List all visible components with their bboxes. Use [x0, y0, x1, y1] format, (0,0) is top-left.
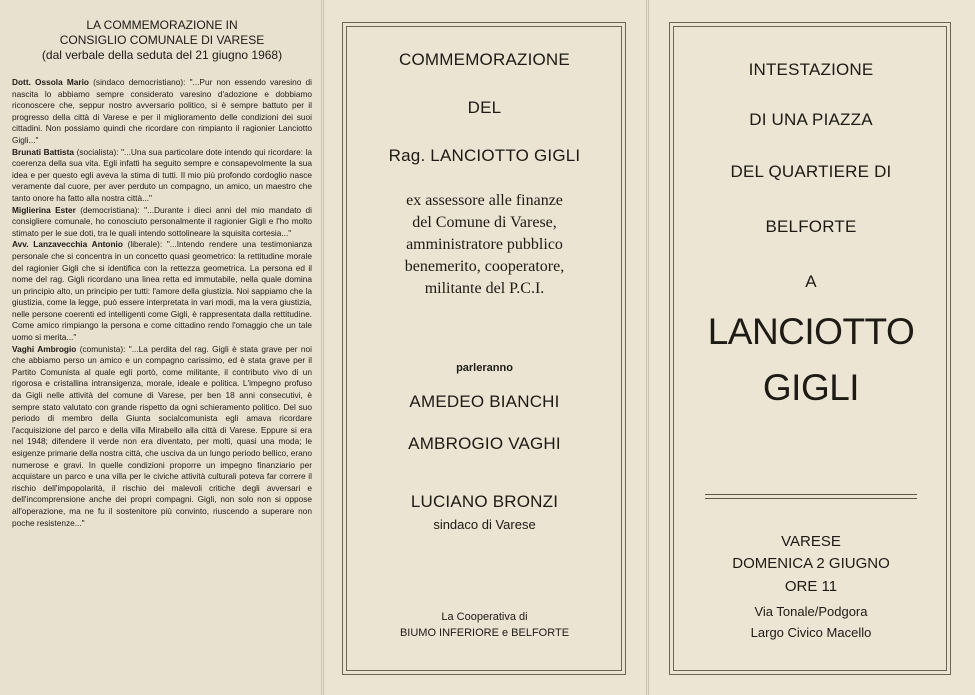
speech	[12, 77, 312, 147]
speaker-party: (comunista)	[79, 343, 124, 354]
middle-panel	[322, 0, 647, 695]
middle-frame	[346, 26, 622, 671]
speaker-name: Miglierina Ester	[12, 204, 76, 215]
speech-text: : "...Intendo rendere una testimonianza personale che si concentra in un concetto quasi geometrico: la rettitudine morale del ragionier Gigli che si identifica con la rettezza geometrica. La persona ed il nome del rag. Gigli ricordano una linea retta ed immutabile, nella quale domina un principio alto, un principio per tutti: l'amore della giustizia. Noi sappiamo che la giustizia, come la legge, può essere interpretata in vari modi, ma la vera giustizia, nelle persone coerenti ed intelligenti come Gigli, è rappresentata dalla rettitudine. Come amico rimpiango la persona e come cittadino rendo l'omaggio che un tale uomo si merita..."	[12, 239, 313, 343]
title-line-5: A	[805, 272, 817, 291]
title-line-2: DI UNA PIAZZA	[749, 110, 873, 129]
speaker-name: Dott. Ossola Mario	[12, 77, 90, 87]
event-address-2: Largo Civico Macello	[750, 625, 872, 640]
speaker-3: LUCIANO BRONZI	[410, 492, 559, 511]
organizer-line-2: BIUMO INFERIORE e BELFORTE	[399, 627, 570, 639]
description-line: del Comune di Varese,	[412, 214, 557, 231]
description-line: benemerito, cooperatore,	[404, 258, 565, 275]
description-line: militante del P.C.I.	[424, 280, 545, 297]
speech	[12, 344, 312, 530]
speech-text: : "...Pur non essendo varesino di nascita lo abbiamo sempre considerato varesino d'adozione e dobbiamo riconoscere che, seppur nostro avversario politico, si è sempre battuto per il progresso della città di Varese e per il miglioramento delle condizioni dei suoi cittadini. Non possiamo quindi che ricordare con rimpianto il ragionier Lanciotto Gigli..."	[12, 77, 312, 145]
speech	[12, 147, 312, 205]
organizer-line-1: La Cooperativa di	[441, 611, 528, 623]
speaker-party: (liberale)	[127, 239, 160, 250]
speech	[12, 205, 312, 240]
speaker-3-role: sindaco di Varese	[433, 517, 536, 532]
commemoration-heading: COMMEMORAZIONE	[399, 50, 570, 69]
council-header	[12, 18, 312, 63]
speech-text: : "...La perdita del rag. Gigli è stata grave per noi che abbiamo perso un amico e un compagno carissimo, ed è stata grave per il Partito Comunista al quale egli portò, come militante, il contributo vivo di un rigorosa e cristallina intransigenza, morale, ideale e politica. L'impegno profuso da Gigli nelle attività del comune di Varese, per ben 18 anni consecutivi, è sempre stato valutato con grande rispetto da ogni schieramento politico. Del suo periodo di membro della Giunta socialcomunista egli amava ricordare l'acquisizione del parco e della villa Mirabello alla città di Varese. Eppure si era nel 1948; difendere il verde non era diventato, per molti, quasi una moda; le esigenze primarie della nostra città, che usciva da un lungo periodo bellico, erano numerose e gravi. In quelle condizioni proporre un impegno finanziario per acquistare un parco e una villa per le civiche attività culturali poteva far correre il rischio dell'impopolarità, il rischio dei malevoli critiche degli avversari e dell'incomprensione anche dei propri compagni. Gigli, non solo non si oppose all'operazione, ma ne fu il sostenitore più convinto, riuscendo a superare non poche resistenze..."	[12, 343, 312, 528]
left-panel	[0, 0, 322, 695]
event-time: ORE 11	[784, 578, 838, 595]
speech-text: : "...Una sua particolare dote intendo qui ricordare: la coerenza della sua vita. Egli infatti ha seguito sempre e consapevolmente la sua idea e per questo egli aveva la stima di tutti. Il mio più profondo cordoglio nasce veramente dal cuore, per aver perduto un compagno, un amico, un maestro che tanto onore ha fatto alla nostra città..."	[12, 146, 312, 203]
honoree-name-2: GIGLI	[762, 367, 860, 408]
fold-line-2	[646, 0, 649, 695]
speech-text: : "...Durante i dieci anni del mio mandato di consigliere comunale, ho conosciuto personalmente il ragionier Gigli e l'ho molto stimato per le sue doti, tra le quali intendo sottolineare la squisita cortesia..."	[12, 204, 312, 238]
speaker-party: (socialista)	[76, 146, 117, 157]
speaker-name: Vaghi Ambrogio	[12, 343, 77, 354]
speaker-2: AMBROGIO VAGHI	[408, 434, 561, 453]
divider-rule	[705, 494, 917, 499]
speaker-name: Brunati Battista	[12, 146, 75, 157]
honoree-description	[322, 190, 647, 300]
right-panel	[647, 0, 975, 695]
speaker-name: Avv. Lanzavecchia Antonio	[12, 239, 123, 250]
honoree-name-1: LANCIOTTO	[707, 311, 915, 352]
description-line: ex assessore alle finanze	[406, 192, 563, 209]
title-line-1: INTESTAZIONE	[748, 60, 874, 79]
event-address-1: Via Tonale/Podgora	[754, 604, 868, 619]
title-line-3: DEL QUARTIERE DI	[730, 162, 892, 181]
del-heading: DEL	[467, 98, 502, 117]
council-title: LA COMMEMORAZIONE IN CONSIGLIO COMUNALE DI VARESE	[59, 18, 265, 47]
honoree-heading: Rag. LANCIOTTO GIGLI	[388, 146, 581, 165]
speaker-1: AMEDEO BIANCHI	[409, 392, 560, 411]
fold-line-1	[321, 0, 324, 695]
speaker-party: (sindaco democristiano)	[93, 77, 184, 87]
speaker-party: (democristiana)	[80, 204, 138, 215]
speeches-text	[12, 77, 312, 529]
speakers-label: parleranno	[456, 362, 513, 374]
council-subtitle: (dal verbale della seduta del 21 giugno 1968)	[41, 48, 283, 62]
speech	[12, 239, 312, 343]
title-line-4: BELFORTE	[765, 217, 857, 236]
description-line: amministratore pubblico	[406, 236, 563, 253]
event-city: VARESE	[781, 533, 841, 550]
event-date: DOMENICA 2 GIUGNO	[732, 555, 890, 572]
